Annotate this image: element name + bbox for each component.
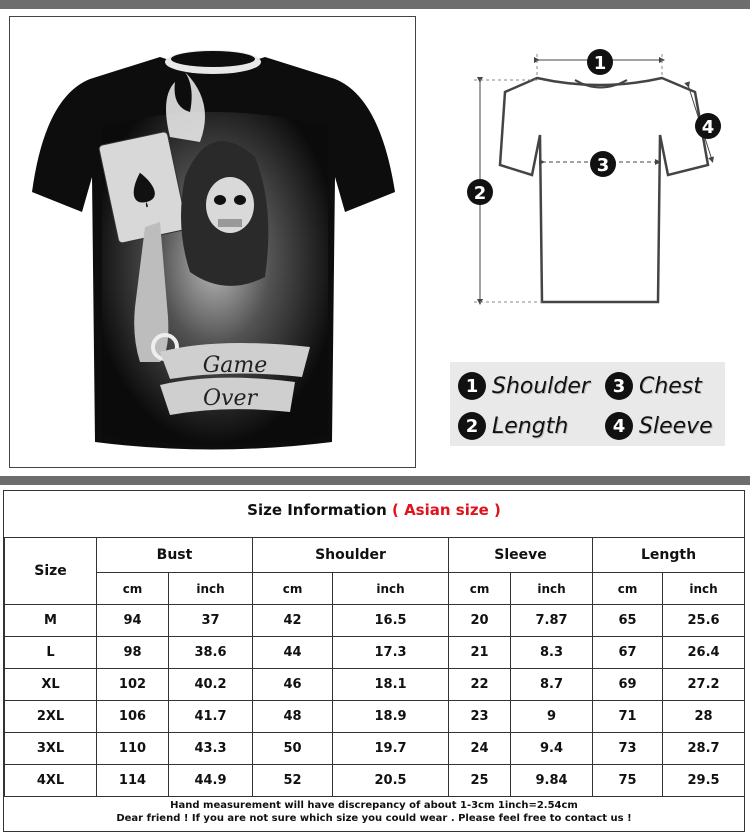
size-table: [4, 537, 745, 797]
cell-size: 4XL: [5, 765, 97, 797]
cell-sleeve-cm: 25: [449, 765, 511, 797]
title-text: Size Information: [247, 501, 387, 519]
cell-bust-cm: 110: [97, 733, 169, 765]
svg-text:1: 1: [593, 53, 607, 74]
cell-length-cm: 71: [593, 701, 663, 733]
marker-4: [695, 113, 721, 139]
svg-text:2: 2: [473, 183, 487, 204]
cell-shoulder-cm: 46: [253, 669, 333, 701]
unit-inch: inch: [169, 573, 253, 605]
cell-length-in: 25.6: [663, 605, 745, 637]
cell-length-cm: 69: [593, 669, 663, 701]
header-size: Size: [5, 538, 97, 605]
legend-number: 1: [458, 372, 486, 400]
size-information-panel: [3, 490, 745, 832]
cell-length-cm: 67: [593, 637, 663, 669]
header-shoulder: Shoulder: [253, 538, 449, 573]
cell-sleeve-cm: 23: [449, 701, 511, 733]
table-row: [5, 669, 745, 701]
cell-shoulder-cm: 50: [253, 733, 333, 765]
measurement-diagram: [440, 40, 740, 320]
measurement-note: Hand measurement will have discrepancy of about 1-3cm 1inch=2.54cm: [170, 800, 578, 811]
cell-bust-cm: 98: [97, 637, 169, 669]
cell-size: 3XL: [5, 733, 97, 765]
cell-size: XL: [5, 669, 97, 701]
cell-bust-in: 37: [169, 605, 253, 637]
marker-1: [587, 49, 613, 75]
legend-item-length: [458, 412, 568, 440]
unit-cm: cm: [593, 573, 663, 605]
unit-inch: inch: [663, 573, 745, 605]
cell-bust-cm: 114: [97, 765, 169, 797]
svg-text:4: 4: [701, 117, 715, 138]
cell-bust-in: 40.2: [169, 669, 253, 701]
cell-sleeve-in: 7.87: [511, 605, 593, 637]
table-row: [5, 637, 745, 669]
legend-item-shoulder: [458, 372, 590, 400]
cell-bust-cm: 106: [97, 701, 169, 733]
table-row: [5, 765, 745, 797]
legend-label: Chest: [639, 373, 702, 399]
cell-sleeve-cm: 20: [449, 605, 511, 637]
unit-cm: cm: [449, 573, 511, 605]
size-table-title: [4, 501, 744, 519]
cell-size: L: [5, 637, 97, 669]
cell-bust-in: 41.7: [169, 701, 253, 733]
shirt-text-over: Over: [202, 386, 258, 411]
cell-sleeve-in: 9.4: [511, 733, 593, 765]
legend-label: Shoulder: [492, 373, 590, 399]
legend-item-chest: [605, 372, 702, 400]
cell-shoulder-cm: 52: [253, 765, 333, 797]
header-length: Length: [593, 538, 745, 573]
cell-length-cm: 75: [593, 765, 663, 797]
cell-length-in: 28: [663, 701, 745, 733]
cell-shoulder-in: 20.5: [333, 765, 449, 797]
cell-bust-in: 43.3: [169, 733, 253, 765]
cell-length-cm: 65: [593, 605, 663, 637]
cell-bust-cm: 94: [97, 605, 169, 637]
top-divider-bar: [0, 0, 750, 9]
cell-shoulder-in: 19.7: [333, 733, 449, 765]
legend-label: Sleeve: [639, 413, 713, 439]
legend-item-sleeve: [605, 412, 713, 440]
table-row: [5, 701, 745, 733]
cell-length-cm: 73: [593, 733, 663, 765]
product-photo: [9, 16, 416, 468]
header-sleeve: Sleeve: [449, 538, 593, 573]
cell-length-in: 28.7: [663, 733, 745, 765]
legend-number: 2: [458, 412, 486, 440]
measurement-legend: [450, 362, 725, 446]
contact-note: Dear friend ! If you are not sure which size you could wear . Please feel free to contact us !: [116, 813, 632, 824]
marker-3: [590, 151, 616, 177]
cell-size: 2XL: [5, 701, 97, 733]
legend-label: Length: [492, 413, 569, 439]
tshirt-illustration: [10, 17, 415, 467]
unit-inch: inch: [333, 573, 449, 605]
legend-number: 4: [605, 412, 633, 440]
cell-shoulder-cm: 48: [253, 701, 333, 733]
cell-shoulder-cm: 44: [253, 637, 333, 669]
cell-length-in: 29.5: [663, 765, 745, 797]
cell-sleeve-cm: 22: [449, 669, 511, 701]
cell-sleeve-in: 9.84: [511, 765, 593, 797]
cell-sleeve-cm: 24: [449, 733, 511, 765]
header-bust: Bust: [97, 538, 253, 573]
unit-cm: cm: [97, 573, 169, 605]
cell-shoulder-cm: 42: [253, 605, 333, 637]
cell-bust-in: 44.9: [169, 765, 253, 797]
legend-number: 3: [605, 372, 633, 400]
cell-shoulder-in: 18.9: [333, 701, 449, 733]
cell-bust-in: 38.6: [169, 637, 253, 669]
cell-bust-cm: 102: [97, 669, 169, 701]
cell-length-in: 27.2: [663, 669, 745, 701]
cell-size: M: [5, 605, 97, 637]
middle-divider-bar: [0, 476, 750, 485]
cell-shoulder-in: 18.1: [333, 669, 449, 701]
cell-sleeve-cm: 21: [449, 637, 511, 669]
cell-shoulder-in: 17.3: [333, 637, 449, 669]
unit-cm: cm: [253, 573, 333, 605]
cell-sleeve-in: 8.3: [511, 637, 593, 669]
unit-inch: inch: [511, 573, 593, 605]
cell-shoulder-in: 16.5: [333, 605, 449, 637]
cell-length-in: 26.4: [663, 637, 745, 669]
marker-2: [467, 179, 493, 205]
table-row: [5, 605, 745, 637]
cell-sleeve-in: 9: [511, 701, 593, 733]
shirt-text-game: Game: [202, 353, 268, 378]
size-table-footer: [4, 799, 744, 825]
svg-text:3: 3: [596, 155, 610, 176]
cell-sleeve-in: 8.7: [511, 669, 593, 701]
title-accent: ( Asian size ): [392, 501, 501, 519]
table-row: [5, 733, 745, 765]
